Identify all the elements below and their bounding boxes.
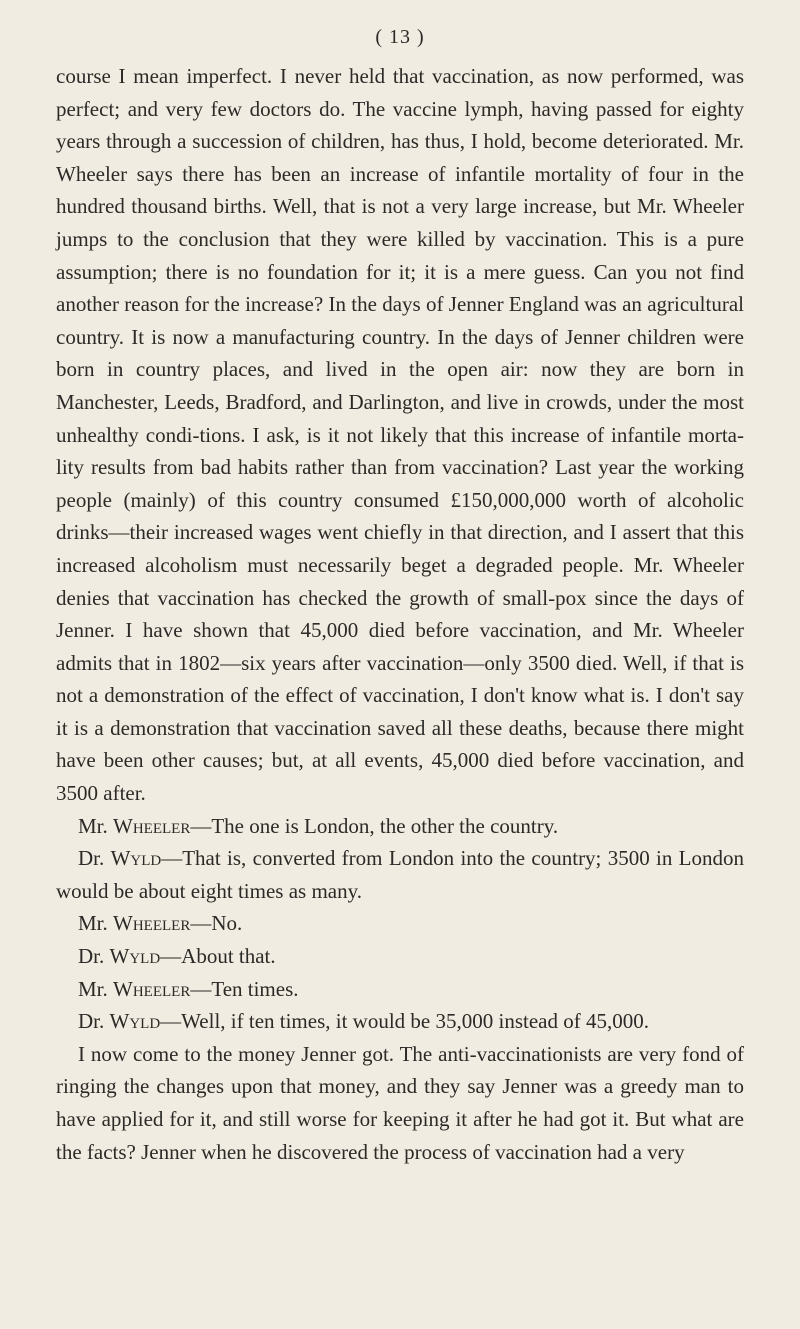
speaker-title: Mr. bbox=[78, 813, 108, 838]
dialogue-line-wheeler bbox=[56, 973, 744, 1006]
paragraph-body-2 bbox=[56, 1038, 744, 1168]
dialogue-text: —Ten times. bbox=[190, 976, 299, 1001]
dialogue-text: —About that. bbox=[160, 944, 276, 969]
dialogue-line-wyld bbox=[56, 1005, 744, 1038]
page-number: ( 13 ) bbox=[375, 26, 425, 48]
dialogue-line-wyld bbox=[56, 842, 744, 907]
paragraph-text: I now come to the money Jenner got. The anti-vaccinationists are very fond of ringing the changes upon that money, and they say Jenner was a greedy man to have applied for it, and still worse for keeping it after he had got it. But what are the facts? Jenner when he discovered the process of vaccination had a very bbox=[56, 1041, 744, 1164]
speaker-title: Dr. bbox=[78, 846, 105, 871]
dialogue-text: —That is, converted from London into the country; 3500 in London would be about eight times as many. bbox=[56, 846, 744, 903]
speaker-title: Dr. bbox=[78, 1009, 105, 1034]
dialogue-line-wheeler bbox=[56, 907, 744, 940]
dialogue-line-wheeler bbox=[56, 810, 744, 843]
dialogue-text: —No. bbox=[190, 911, 243, 936]
paragraph-body-1 bbox=[56, 60, 744, 810]
speaker-name: Wyld bbox=[109, 1009, 161, 1034]
speaker-title: Mr. bbox=[78, 976, 108, 1001]
speaker-name: Wyld bbox=[109, 944, 161, 969]
dialogue-line-wyld bbox=[56, 940, 744, 973]
speaker-name: Wheeler bbox=[113, 911, 191, 936]
speaker-title: Mr. bbox=[78, 911, 108, 936]
book-page bbox=[56, 20, 744, 1168]
dialogue-text: —The one is London, the other the country. bbox=[190, 813, 559, 838]
speaker-name: Wheeler bbox=[113, 813, 191, 838]
paragraph-text: course I mean imperfect. I never held that vaccination, as now performed, was perfect; and very few doctors do. The vaccine lymph, having passed for eighty years through a succession of children, has thus, I hold, become deteriorated. Mr. Wheeler says there has been an increase of infantile mortality of four in the hundred thousand births. Well, that is not a very large increase, but Mr. Wheeler jumps to the conclusion that they were killed by vaccination. This is a pure assumption; there is no foundation for it; it is a mere guess. Can you not find another reason for the increase? In the days of Jenner England was an agricultural country. It is now a manufacturing country. In the days of Jenner children were born in country places, and lived in the open air: now they are born in Manchester, Leeds, Bradford, and Darlington, and live in crowds, under the most unhealthy condi-tions. I ask, is it not likely that this increase of infantile morta-lity results from bad habits rather than from vaccination? Last year the working people (mainly) of this country consumed £150,000,000 worth of alcoholic drinks—their increased wages went chiefly in that direction, and I assert that this increased alcoholism must necessarily beget a degraded people. Mr. Wheeler denies that vaccination has checked the growth of small-pox since the days of Jenner. I have shown that 45,000 died before vaccination, and Mr. Wheeler admits that in 1802—six years after vaccination—only 3500 died. Well, if that is not a demonstration of the effect of vaccination, I don't know what is. I don't say it is a demonstration that vaccination saved all these deaths, because there might have been other causes; but, at all events, 45,000 died before vaccination, and 3500 after. bbox=[56, 64, 744, 806]
dialogue-text: —Well, if ten times, it would be 35,000 instead of 45,000. bbox=[160, 1009, 649, 1034]
speaker-name: Wyld bbox=[110, 846, 162, 871]
speaker-name: Wheeler bbox=[113, 976, 191, 1001]
speaker-title: Dr. bbox=[78, 944, 105, 969]
